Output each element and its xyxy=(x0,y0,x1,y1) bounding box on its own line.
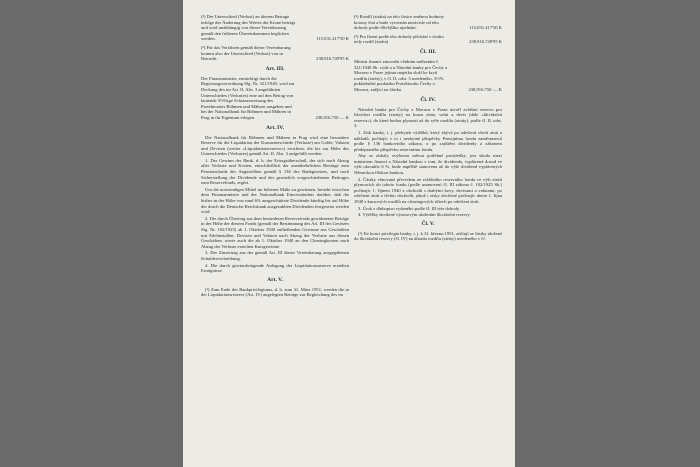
cz-article-5-paragraph: (¹) Ke konci privilegia banky, t. j. k 31. březnu 1951, zúčtují se částky uložené do likvidační reservy (čl. IV) na úhradu rozdílu (ztráty) uvedeného v čl. xyxy=(354,230,502,242)
de-row-2-amount: 238,916.749'95 K xyxy=(316,56,349,62)
cz-article-4-paragraph: 3. Úrok z dluhopisu vydaného podle čl. III této dohody. xyxy=(358,205,461,211)
de-article-4-paragraph: Um die notwendigen Mittel im höheren Maße zu gewinnen, besteht zwischen dem Finanzminister und der Nationalbank Einverständnis darüber, daß die bisher in der Höhe von rund 6% ausgeschüttete Dividende künftig bis auf Höhe der durch die Deutsche Reichsbank ausgezahlten Dividenden festgesetzt werden wird. xyxy=(201,186,349,215)
cz-article-3-amount: 238,916.750·— K xyxy=(468,86,502,92)
cz-article-5-heading: Čl. V. xyxy=(421,220,435,227)
cz-row-2-text: (³) Pro řízení podle této dohody přichází v úvahu tedy rozdíl (ztráta) xyxy=(354,33,444,45)
cz-article-4-paragraph: Národní banka pro Čechy a Moravu v Praze utvoří zvláštní reservu pro likvidaci rozdílu (ztráty) na kursu zlata, valut a devis (dále »likvidační reserva«), do které budou plynouti až do výše rozdílu (ztráty), podle čl. II, odst. 3: xyxy=(354,106,502,129)
cz-article-4-paragraph: 1. Zisk banky, t. j. přebytek výtěžků, který zbývá po odečtení všech ztrát a nákladů, počítajíc v to i nezbytné příspěvky Pensijnímu fondu zaměstnanců podle § 136 bankovního zákona, a po zajištění dividendy a zákonem předepsaného příspěvku reservnímu fondu. xyxy=(354,129,502,152)
de-article-5-heading: Art. V. xyxy=(267,276,283,283)
de-article-4-paragraph: 1. Der Gewinn der Bank, d. h. der Ertragsüberschuß, der sich nach Abzug aller Verluste und Kosten, einschließlich der unentbehrlichen Beiträge zum Pensionsfonds der Angestellten gemäß § 136 des Bankgesetzes, und nach Sicherstellung der Dividende und des gesetzlich vorgeschriebenen Beitrages zum Reservefonds, ergibt. xyxy=(201,157,349,186)
de-article-4-paragraph: 4. Die durch gewinnbringende Anlegung der Liquidationsreserve erzielten Erträgnisse. xyxy=(201,262,349,274)
cz-article-4-paragraph: 4. Výtěžky docílené výnosovým uložením likvidační reservy. xyxy=(358,212,471,218)
de-row-1-text: (²) Der Unterschied (Verlust) an diesem Betrage infolge der Änderung des Wertes der Krone beträgt und wird unabhängig von dieser Vereinbarung gemäß den früheren Übereinkommen beglichen werden. xyxy=(201,14,296,42)
de-article-4-paragraph: Die Nationalbank für Böhmen und Mähren in Prag wird eine besondere Reserve für die Liquidation der Kursunterschiede (Verluste) am Golde, Valuten und Devisen (weiter »Liquidationsreserve«) errichten, die bis zur Höhe des Unterschiedes (Verlustes) gemäß Art. II, Abs. 3 aufgefüllt werden. xyxy=(201,134,349,157)
de-currency-row-2 xyxy=(201,45,349,62)
document-page xyxy=(183,0,515,467)
cz-article-4-paragraph: Aby se získaly zvýšenou měrou potřebné prostředky, jest shoda mezi ministrem financí a Národní bankou v tom, že dividenda, vyplácená dosud ve výši okrouhle 6 %, bude napříště stanovena až do výše dividend vyplácených Německou říšskou bankou. xyxy=(354,153,502,176)
de-article-4-paragraph: 3. Der Zinsertrag aus der gemäß Art. III dieser Vereinbarung ausgegebenen Schuldverschreibung. xyxy=(201,250,349,261)
cz-row-1-amount: 115,031.417'50 K xyxy=(469,25,502,31)
cz-article-4-paragraph: 2. Částky věnované převodem ze zvláštního reservního fondu ve výši zisků plynoucích do tohoto fondu (podle ustanovení čl. III zákona č. 102/1925 Sb.) počínajíc 1. říjnem 1940 z obchodů s drahými kovy, devisami a valutami, po odečtení ztrát z těchto obchodů, jakož i zisky docílené počínajíc dnem 1. října 1940 z kursových rozdílů na clearingových účtech po odečtení ztrát. xyxy=(354,176,502,205)
cz-article-3-body xyxy=(354,59,502,93)
german-column xyxy=(201,14,349,299)
cz-row-1-text: (²) Rozdíl (ztráta) na této částce změnou hodnoty koruny činí a bude vyrovnán nezávisle od této dohody podle dřívějšího ujednání. xyxy=(354,14,445,31)
cz-currency-row-1 xyxy=(354,14,502,31)
de-currency-row-1 xyxy=(201,14,349,42)
de-article-3-body xyxy=(201,76,349,121)
cz-row-2-amount: 238,916.749'95 K xyxy=(469,39,502,45)
cz-article-3-text: Ministr financí zmocněn vládním nařízením č. 321/1940 Sb. vydá a u Národní banky pro Čechy a Moravu v Praze jejímu majetku složí ke krytí rozdílu (ztráty), v čl. II, odst. 3 uvedeného, 3½% pokladniční poukázku Protektorátu Čechy a Morava, znějící na částku xyxy=(354,58,448,92)
de-article-3-amount: 238,916.750·— K xyxy=(315,114,349,120)
cz-article-4-heading: Čl. IV. xyxy=(420,96,436,103)
czech-column xyxy=(354,14,502,243)
de-article-4-heading: Art. IV. xyxy=(265,124,285,131)
de-article-5-paragraph: (¹) Zum Ende des Bankprivilegiums, d. h. zum 31. März 1951, werden die in der Liquidationsreserve (Art. IV) angelegten Beträge zur Begleichung des im xyxy=(201,286,349,298)
de-row-1-amount: 115,031.417'50 K xyxy=(316,36,349,42)
de-article-3-text: Der Finanzminister, ermächtigt durch die Regierungsverordnung Slg. Nr. 321/1940, wird zur Deckung des im Art. II, Abs. 3 angeführten Unterschiedes (Verlustes) eine auf den Betrag von lautende 3½%ige Schatzanweisung des Protektorates Böhmen und Mähren ausgeben und bei der Nationalbank für Böhmen und Mähren in Prag in ihr Eigentum erlegen. xyxy=(201,75,295,120)
de-article-4-paragraph: 2. Die durch Übertrag aus dem besonderen Reservefonds gewidmeten Beträge in der Höhe der diesem Fonds (gemäß der Bestimmung des Art. III des Gesetzes Slg. Nr. 102/1925) ab 1. Oktober 1940 zufließenden Gewinne aus Geschäften mit Edelmetallen, Devisen und Valuten nach Abzug der Verluste aus diesen Geschäften, sowie auch die ab 1. Oktober 1940 an den Clearingkonten nach Abzug der Verluste erzielten Kursgewinne. xyxy=(201,215,349,249)
de-row-2-text: (³) Für das Verfahren gemäß dieser Vereinbarung kommt also der Unterschied (Verlust) von in Betracht. xyxy=(201,44,291,62)
cz-currency-row-2 xyxy=(354,34,502,45)
cz-article-3-heading: Čl. III. xyxy=(419,48,437,55)
de-article-3-heading: Art. III. xyxy=(265,65,285,72)
